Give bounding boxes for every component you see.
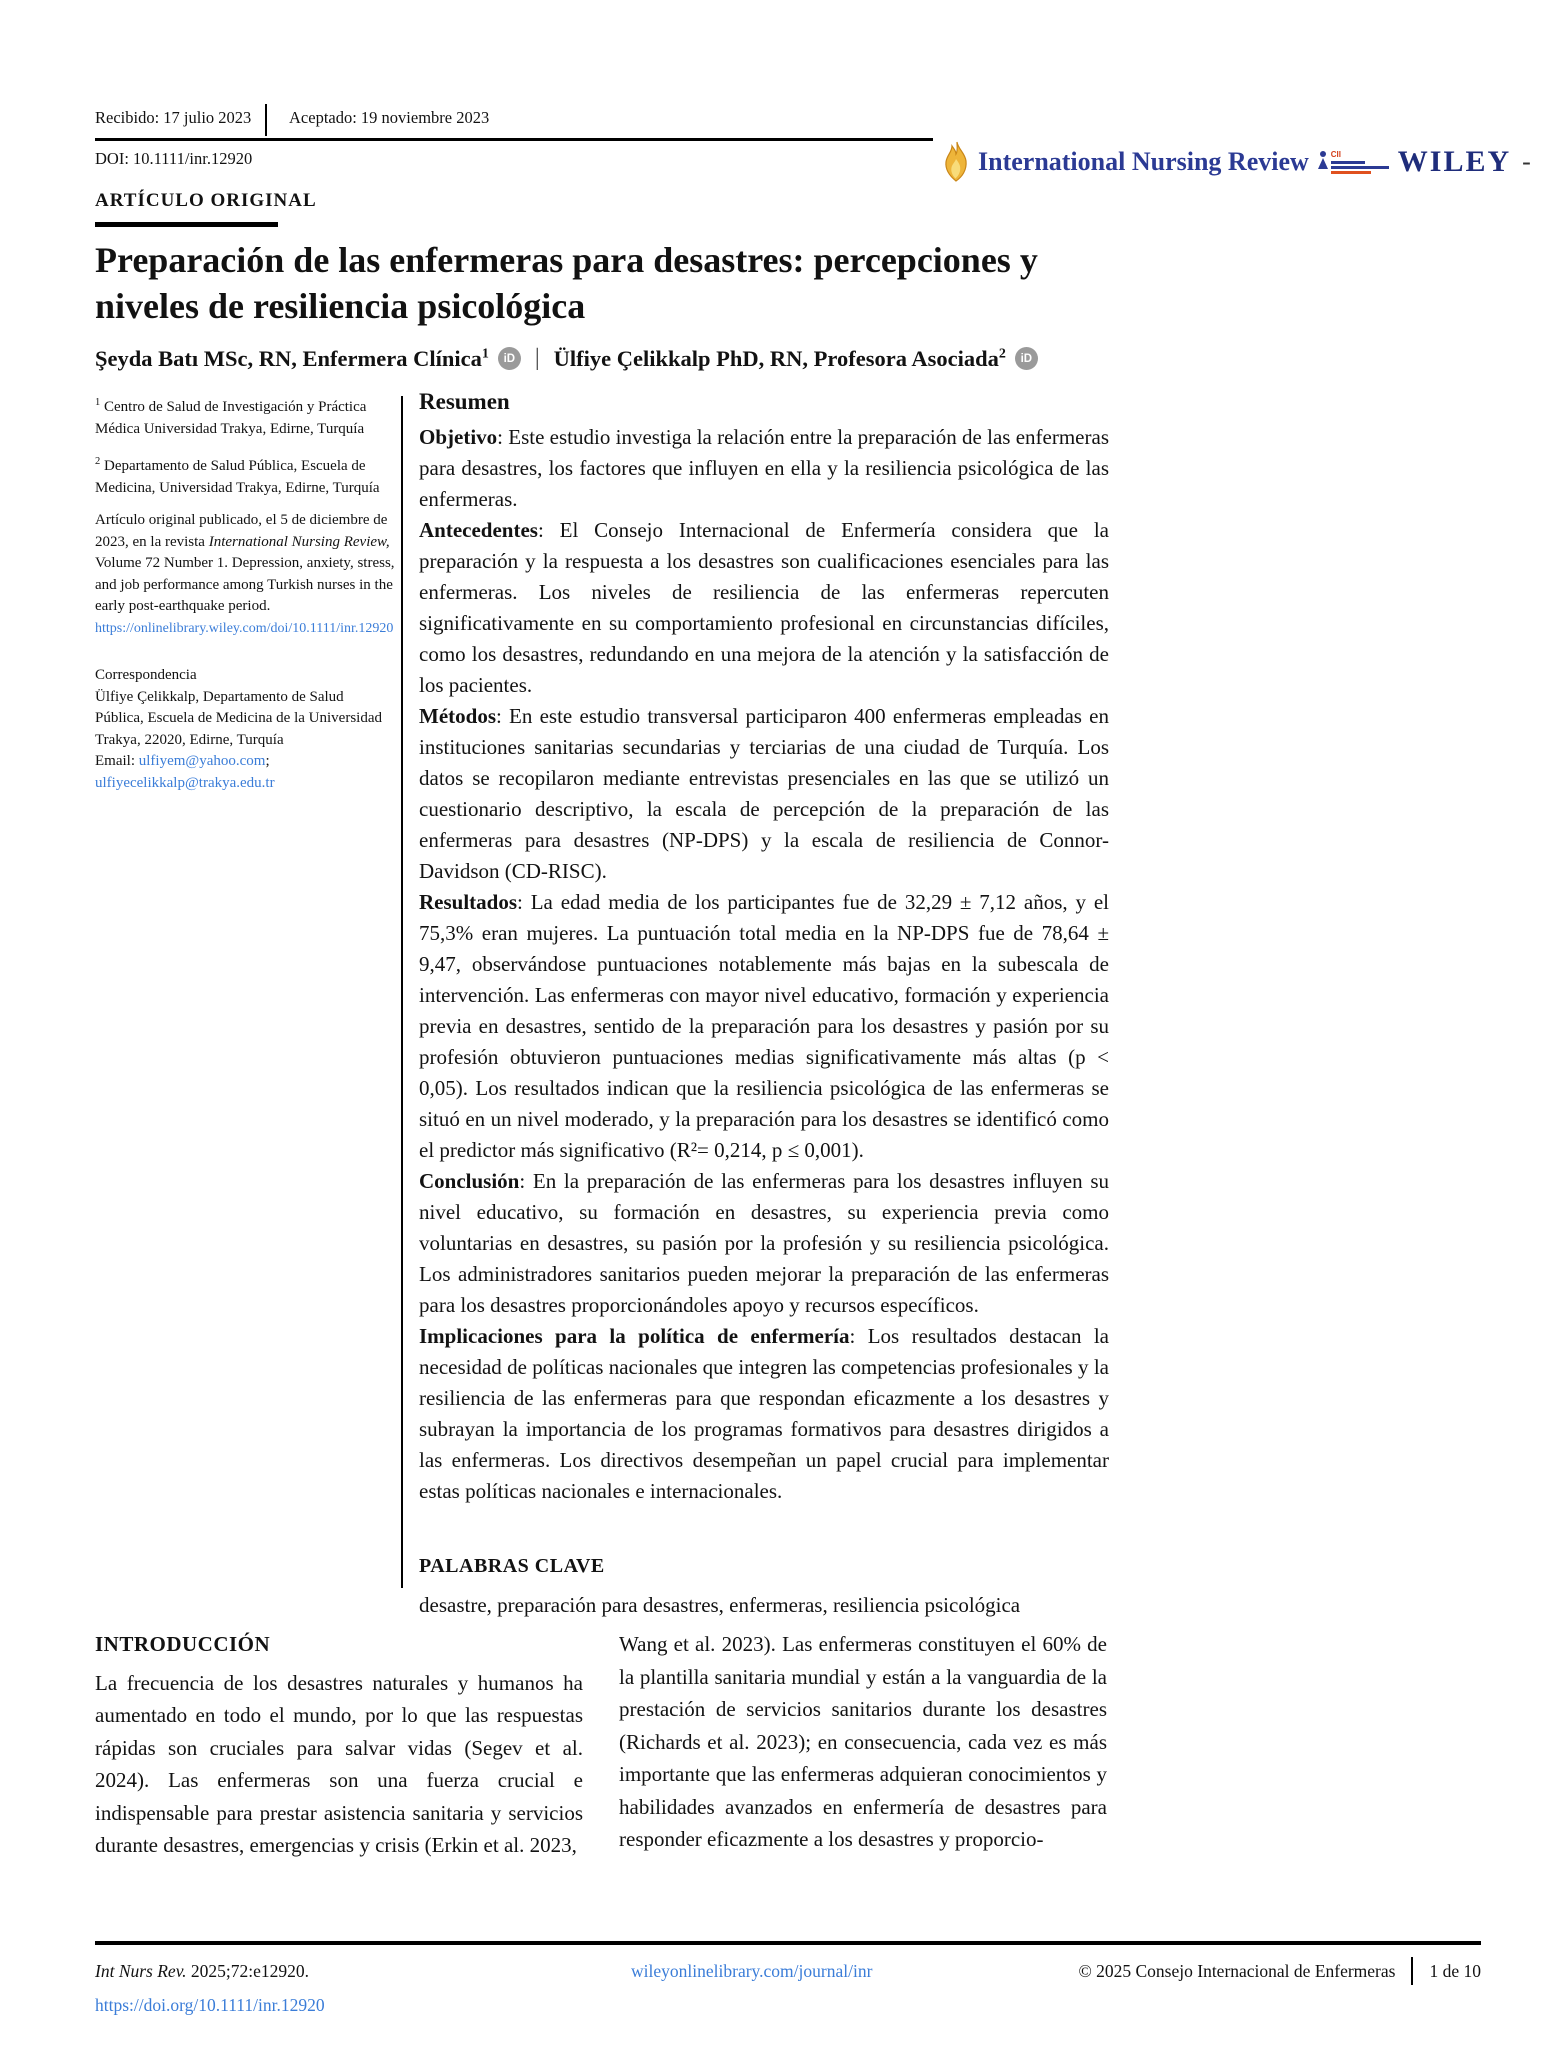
footer-doi-link[interactable]: https://doi.org/10.1111/inr.12920	[95, 1995, 325, 2015]
wiley-dash: -	[1522, 147, 1531, 176]
intro-paragraph-right: Wang et al. 2023). Las enfermeras constituyen el 60% de la plantilla sanitaria mundial y están a la vanguardia de la prestación de servicios sanitarios durante los desastres (Richards et al. 2023); en consecuencia, cada vez es más importante que las enfermeras adquieran conocimientos y habilidades avanzados en enfermería de desastres para responder eficazmente a los desastres y proporcio-	[619, 1632, 1107, 1851]
footer-citation-rest: 2025;72:e12920.	[186, 1960, 310, 1981]
author-1	[95, 346, 489, 372]
intro-paragraph-left: La frecuencia de los desastres naturales y humanos ha aumentado en todo el mundo, por lo que las respuestas rápidas son cruciales para salvar vidas (Segev et al. 2024). Las enfermeras son una fuerza crucial e indispensable para prestar asistencia sanitaria y servicios durante desastres, emergencias y crisis (Erkin et al. 2023,	[95, 1670, 583, 1857]
email-link-1[interactable]: ulfiyem@yahoo.com	[138, 753, 266, 769]
footer-page-number: 1 de 10	[1429, 1960, 1481, 1981]
keywords-heading: PALABRAS CLAVE	[419, 1555, 605, 1577]
publication-note-journal: International Nursing Review,	[208, 533, 390, 550]
abstract-conclusion-label: Conclusión	[419, 1169, 520, 1193]
email-label: Email:	[95, 753, 139, 769]
authors-line	[95, 345, 1110, 372]
affiliation-1	[95, 392, 395, 440]
correspondence-block	[95, 665, 395, 794]
affiliation-1-sup: 1	[95, 397, 101, 408]
author-1-sup: 1	[481, 346, 489, 361]
footer-page-divider	[1411, 1957, 1413, 1985]
email-link-2[interactable]: ulfiyecelikkalp@trakya.edu.tr	[95, 774, 275, 791]
header-meta	[95, 104, 933, 136]
footer-journal-link[interactable]: wileyonlinelibrary.com/journal/inr	[631, 1960, 873, 1981]
affiliation-2-sup: 2	[95, 456, 101, 467]
wiley-logo: WILEY	[1397, 145, 1512, 178]
article-type-label: ARTÍCULO ORIGINAL	[95, 190, 317, 211]
orcid-icon[interactable]: iD	[498, 347, 521, 370]
email-separator: ;	[265, 753, 270, 769]
icn-cii-text: CII	[1330, 149, 1342, 159]
intro-column-right	[619, 1628, 1107, 1856]
received-date: Recibido: 17 julio 2023	[95, 108, 252, 127]
abstract-background-text: : El Consejo Internacional de Enfermería considera que la preparación y la respuesta a los desastres son cualificaciones esenciales para las enfermeras. Los niveles de resiliencia de las enfermeras repercuten significativamente en su comportamiento profesional en circunstancias difíciles, como los desastres, redundando en una mejora de la atención y la satisfacción de los pacientes.	[419, 518, 1109, 697]
abstract-section	[419, 386, 1109, 1621]
abstract-background-label: Antecedentes	[419, 518, 538, 542]
abstract-objective	[419, 422, 1109, 515]
footer-journal-link-wrap	[425, 1961, 1078, 1982]
doi-text: DOI: 10.1111/inr.12920	[95, 149, 253, 168]
author-2	[554, 346, 1006, 372]
abstract-heading: Resumen	[419, 389, 510, 414]
abstract-methods-label: Métodos	[419, 704, 496, 728]
author-2-sup: 2	[998, 346, 1006, 361]
abstract-background	[419, 515, 1109, 701]
intro-column-left	[95, 1628, 583, 1862]
abstract-implications	[419, 1321, 1109, 1507]
author-1-name: Şeyda Batı MSc, RN, Enfermera Clínica	[95, 345, 482, 371]
footer-citation-journal: Int Nurs Rev.	[95, 1960, 187, 1981]
sidebar	[95, 392, 395, 794]
abstract-results-text: : La edad media de los participantes fue de 32,29 ± 7,12 años, y el 75,3% eran mujeres. La puntuación total media en la NP-DPS fue de 78,64 ± 9,47, observándose puntuaciones notablemente más bajas en la subescala de intervención. Las enfermeras con mayor nivel educativo, formación y experiencia previa en desastres, sentido de la preparación para los desastres y pasión por su profesión obtuvieron puntuaciones medias significativamente más altas (p < 0,05). Los resultados indican que la resiliencia psicológica de las enfermeras se situó en un nivel moderado, y la preparación para los desastres se identificó como el predictor más significativo (R²= 0,214, p ≤ 0,001).	[419, 890, 1109, 1162]
icn-person-icon	[1318, 151, 1328, 173]
abstract-conclusion	[419, 1166, 1109, 1321]
intro-heading: INTRODUCCIÓN	[95, 1632, 271, 1656]
orcid-icon[interactable]: iD	[1015, 347, 1038, 370]
keywords-block	[419, 1551, 1109, 1621]
affiliation-2-text: Departamento de Salud Pública, Escuela de Medicina, Universidad Trakya, Edirne, Turquía	[95, 458, 380, 496]
affiliation-2	[95, 451, 395, 499]
keywords-text: desastre, preparación para desastres, enfermeras, resiliencia psicológica	[419, 1593, 1021, 1617]
footer-copyright: © 2025 Consejo Internacional de Enfermeras	[1078, 1960, 1396, 1981]
abstract-objective-label: Objetivo	[419, 425, 498, 449]
author-2-name: Ülfiye Çelikkalp PhD, RN, Profesora Asociada	[553, 345, 999, 371]
flame-icon	[943, 141, 969, 183]
abstract-implications-label: Implicaciones para la política de enfermería	[419, 1324, 850, 1348]
abstract-divider	[401, 396, 403, 1588]
header-rule	[95, 138, 933, 141]
abstract-methods	[419, 701, 1109, 887]
article-type-underline	[95, 222, 278, 227]
correspondence-text: Ülfiye Çelikkalp, Departamento de Salud Pública, Escuela de Medicina de la Universidad Trakya, 22020, Edirne, Turquía	[95, 688, 382, 748]
publication-note	[95, 510, 395, 639]
abstract-objective-text: : Este estudio investiga la relación entre la preparación de las enfermeras para desastres, los factores que influyen en ella y la resiliencia psicológica de las enfermeras.	[419, 425, 1109, 511]
abstract-implications-text: : Los resultados destacan la necesidad de políticas nacionales que integren las competencias profesionales y la resiliencia de las enfermeras para que respondan eficazmente a los desastres y subrayan la importancia de los programas formativos para desastres dirigidos a las enfermeras. Los directivos desempeñan un papel crucial para implementar estas políticas nacionales e internacionales.	[419, 1324, 1109, 1503]
page-title: Preparación de las enfermeras para desastres: percepciones y niveles de resiliencia psicológica	[95, 240, 1038, 326]
authors-separator: |	[534, 345, 540, 371]
abstract-results	[419, 887, 1109, 1166]
publication-note-text-1: Artículo original publicado, el 5 de diciembre de 2023, en la revista	[95, 512, 388, 550]
email-line	[95, 751, 395, 794]
publication-note-text-2: Volume 72 Number 1. Depression, anxiety, stress, and job performance among Turkish nurses in the early post-earthquake period.	[95, 555, 395, 614]
publication-note-link[interactable]: https://onlinelibrary.wiley.com/doi/10.1111/inr.12920	[95, 620, 394, 636]
abstract-results-label: Resultados	[419, 890, 518, 914]
accepted-date: Aceptado: 19 noviembre 2023	[265, 104, 489, 136]
affiliation-1-text: Centro de Salud de Investigación y Práctica Médica Universidad Trakya, Edirne, Turquía	[95, 399, 367, 437]
footer-citation	[95, 1961, 425, 1982]
footer-rule	[95, 1941, 1481, 1945]
icn-logo-icon	[1318, 151, 1389, 174]
footer-row	[95, 1957, 1481, 1985]
abstract-methods-text: : En este estudio transversal participaron 400 enfermeras empleadas en instituciones sanitarias secundarias y terciarias de una ciudad de Turquía. Los datos se recopilaron mediante entrevistas presenciales en las que se utilizó un cuestionario descriptivo, la escala de percepción de la preparación de las enfermeras para desastres (NP-DPS) y la escala de resiliencia de Connor-Davidson (CD-RISC).	[419, 704, 1109, 883]
journal-logo	[943, 141, 1531, 183]
correspondence-heading: Correspondencia	[95, 667, 197, 683]
abstract-conclusion-text: : En la preparación de las enfermeras para los desastres influyen su nivel educativo, su formación en desastres, su experiencia previa como voluntarias en desastres, su pasión por la profesión y su resiliencia psicológica. Los administradores sanitarios pueden mejorar la preparación de las enfermeras para los desastres proporcionándoles apoyo y recursos específicos.	[419, 1169, 1109, 1317]
footer-right-group	[1078, 1957, 1481, 1985]
journal-name: International Nursing Review	[978, 147, 1309, 176]
icn-lines-icon	[1331, 151, 1389, 174]
